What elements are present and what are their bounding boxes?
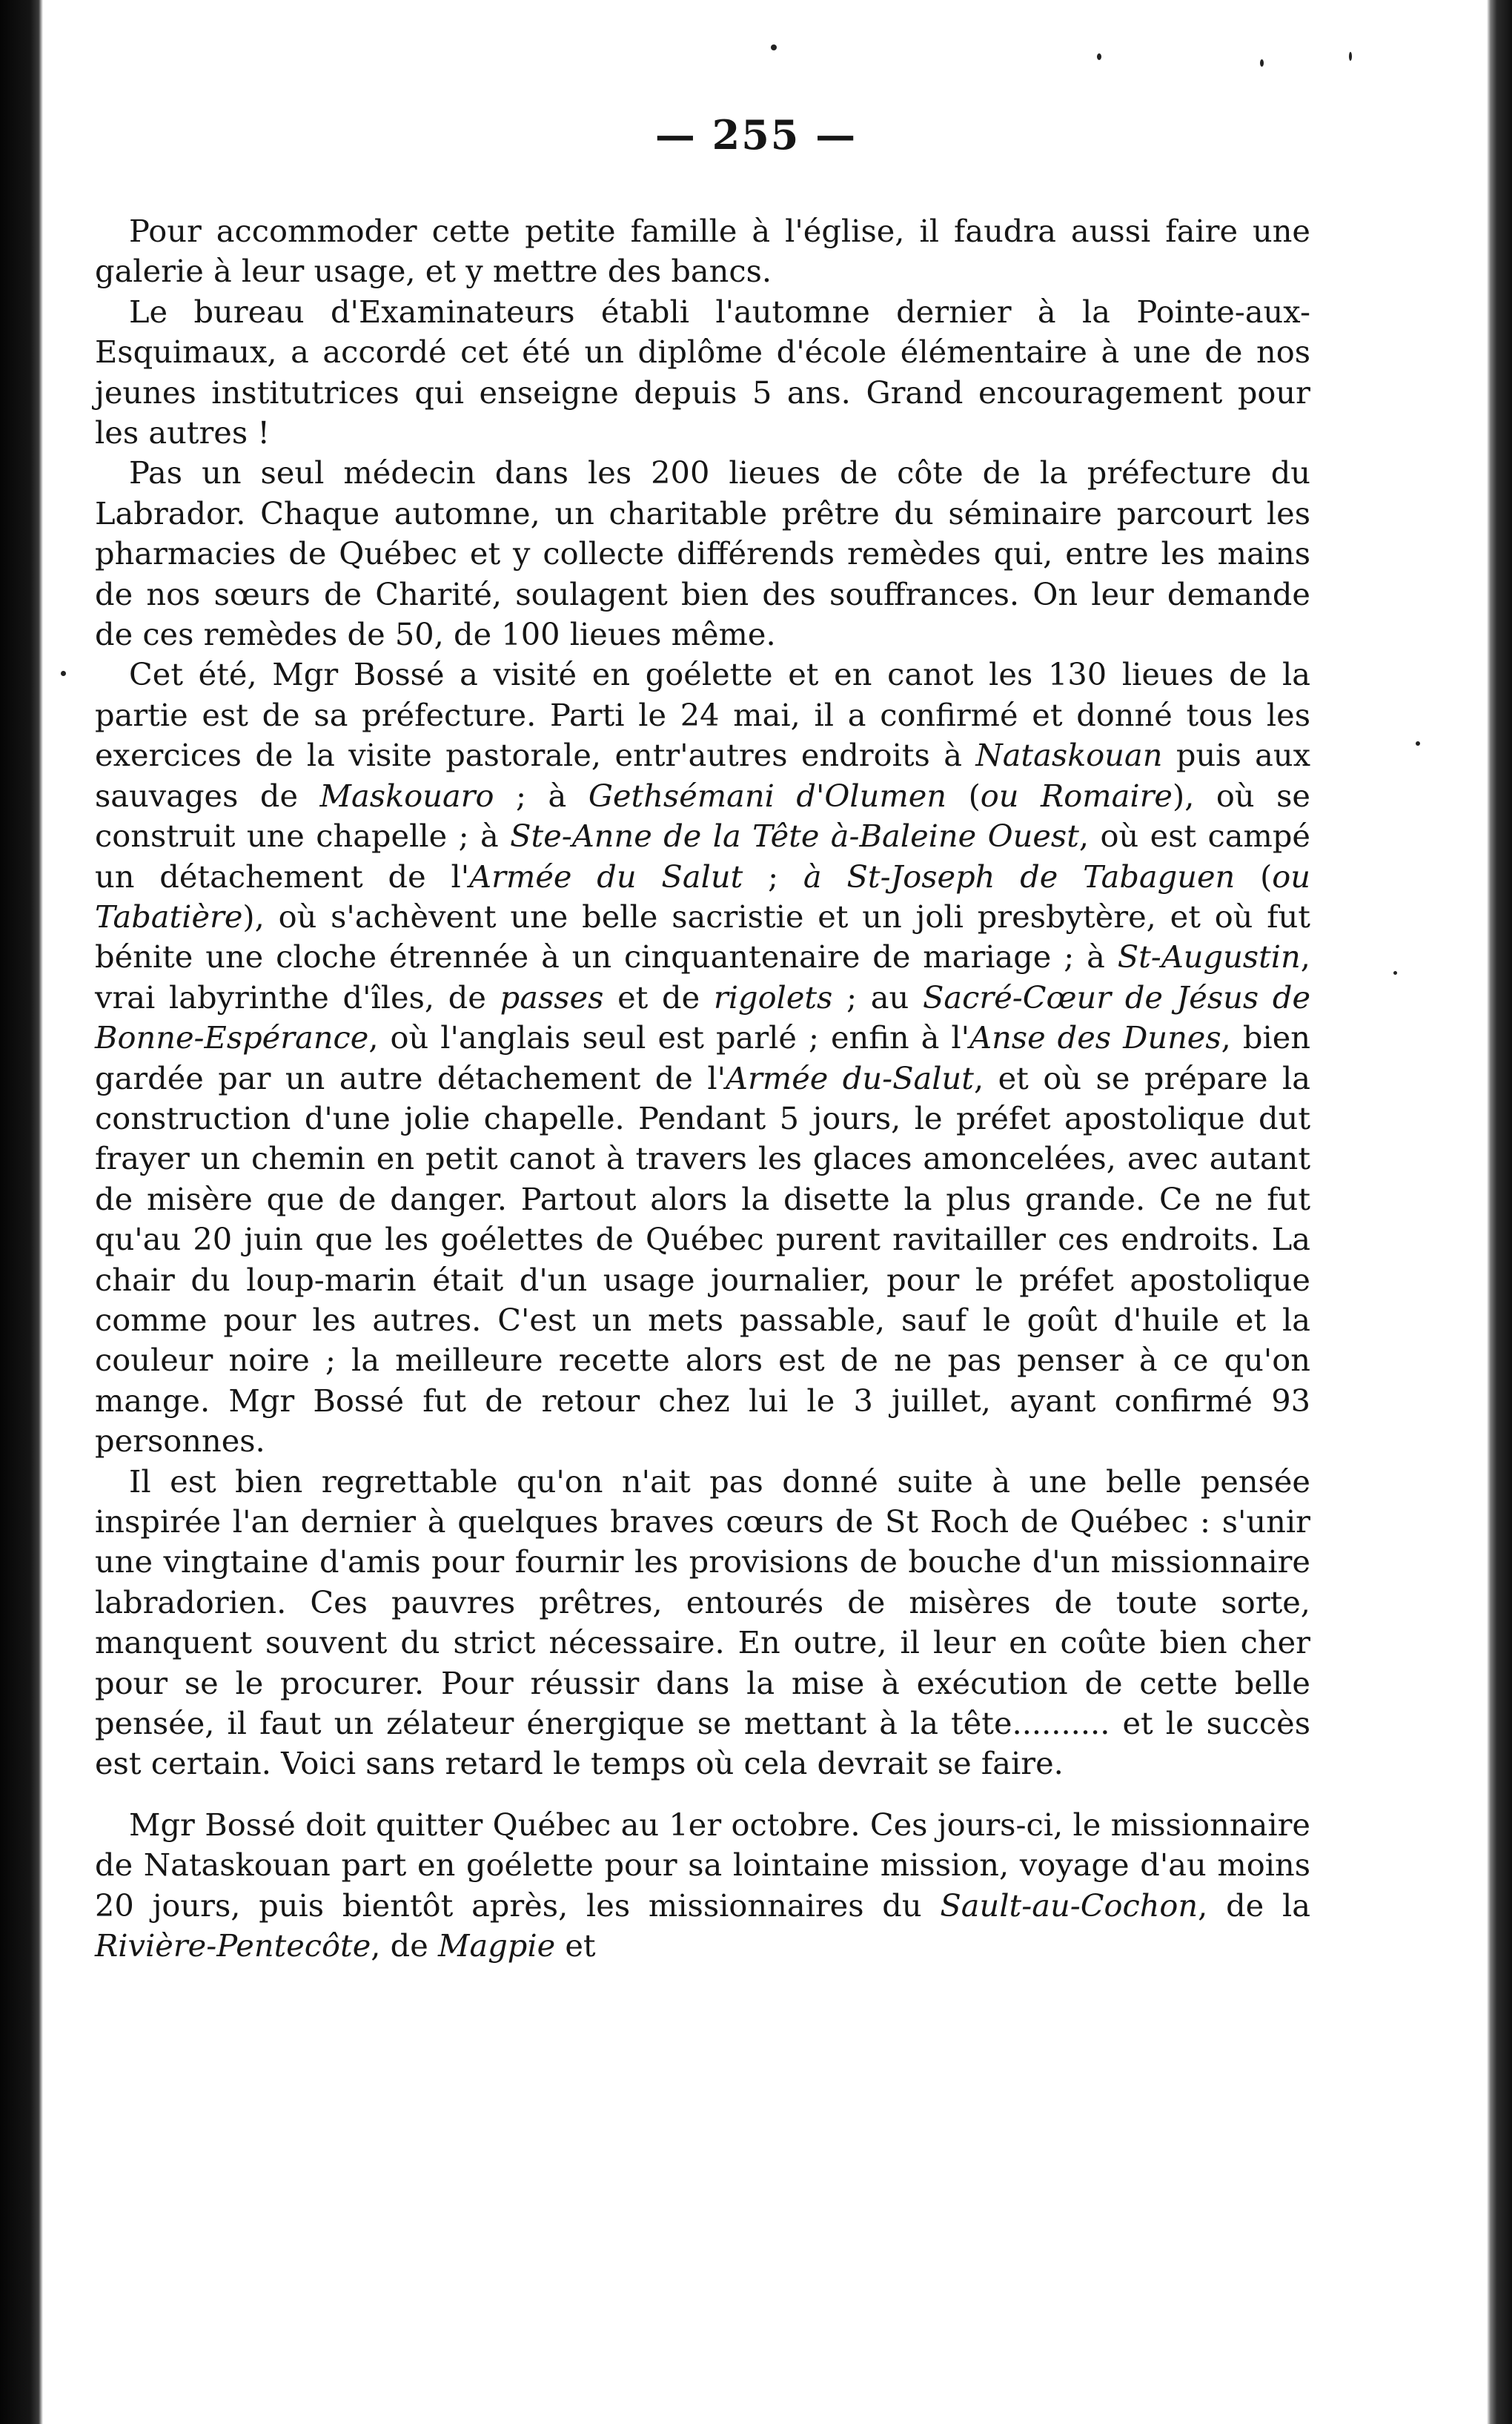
paragraph <box>95 211 1310 292</box>
paragraph <box>95 655 1310 1461</box>
text-run: , de la <box>1198 1887 1310 1924</box>
scan-speck <box>1260 59 1264 67</box>
text-run: Il est bien regrettable qu'on n'ait pas donné suite à une belle pensée inspirée l'an dernier à quelques braves cœurs de St Roch de Québec : s'unir une vingtaine d'amis pour fournir les provisions de bouche d'un missionnaire labradorien. Ces pauvres prêtres, entourés de misères de toute sorte, manquent souvent du strict nécessaire. En outre, il leur en coûte bien cher pour se le procurer. Pour réussir dans la mise à exécution de cette belle pensée, il faut un zélateur énergique se mettant à la tête.......... et le succès est certain. Voici sans retard le temps où cela devrait se faire. <box>95 1463 1310 1782</box>
italic-text-run: Ste-Anne de la Tête à-Baleine Ouest <box>510 818 1079 855</box>
italic-text-run: St-Augustin <box>1117 938 1301 976</box>
text-run: ; <box>743 858 803 895</box>
text-run: Le bureau d'Examinateurs établi l'automne dernier à la Pointe-aux-Esquimaux, a accordé cet été un diplôme d'école élémentaire à une de nos jeunes institutrices qui enseigne depuis 5 ans. Grand encouragement pour les autres ! <box>95 293 1310 451</box>
text-run: Pour accommoder cette petite famille à l'église, il faudra aussi faire une galerie à leur usage, et y mettre des bancs. <box>95 213 1310 290</box>
paragraph <box>95 292 1310 454</box>
scan-speck <box>1097 53 1101 60</box>
page-number: — 255 — <box>654 111 858 159</box>
scan-speck <box>1393 971 1397 975</box>
italic-text-run: Armée du-Salut <box>726 1059 974 1096</box>
paragraph <box>95 1462 1310 1784</box>
italic-text-run: ou Romaire <box>980 777 1173 814</box>
scan-speck <box>1349 52 1352 61</box>
italic-text-run: Maskouaro <box>319 777 494 814</box>
text-run: ), où se construit une chapelle ; à <box>95 777 1310 855</box>
text-run: , bien gardée par un autre détachement de l' <box>95 1019 1310 1096</box>
italic-text-run: Anse des Dunes <box>969 1019 1221 1056</box>
italic-text-run: Magpie <box>437 1927 556 1964</box>
text-run: puis aux sauvages de <box>95 737 1311 814</box>
text-run: et <box>555 1927 596 1964</box>
paragraph <box>95 1805 1310 1967</box>
scan-speck <box>1416 741 1420 746</box>
italic-text-run: ou Tabatière <box>95 858 1311 935</box>
scan-speck <box>61 671 66 676</box>
text-run: et de <box>603 978 714 1016</box>
text-run: , vrai labyrinthe d'îles, de <box>95 938 1310 1016</box>
italic-text-run: Nataskouan <box>975 737 1163 774</box>
book-edge-shadow-right <box>1487 0 1512 2424</box>
italic-text-run: Sault-au-Cochon <box>940 1887 1198 1924</box>
italic-text-run: Armée du Salut <box>469 858 743 895</box>
scan-speck <box>771 44 777 50</box>
text-run: , de <box>371 1927 438 1964</box>
italic-text-run: Rivière-Pentecôte <box>95 1927 371 1964</box>
text-run: , et où se prépare la construction d'une jolie chapelle. Pendant 5 jours, le préfet apostolique dut frayer un chemin en petit canot à travers les glaces amoncelées, avec autant de misère que de danger. Partout alors la disette la plus grande. Ce ne fut qu'au 20 juin que les goélettes de Québec purent ravitailler ces endroits. La chair du loup-marin était d'un usage journalier, pour le préfet apostolique comme pour les autres. C'est un mets passable, sauf le goût d'huile et la couleur noire ; la meilleure recette alors est de ne pas penser à ce qu'on mange. Mgr Bossé fut de retour chez lui le 3 juillet, ayant confirmé 93 personnes. <box>95 1059 1311 1460</box>
text-run: Mgr Bossé doit quitter Québec au 1er octobre. Ces jours-ci, le missionnaire de Nataskouan part en goélette pour sa lointaine mission, voyage d'au moins 20 jours, puis bientôt après, les missionnaires du <box>95 1806 1310 1924</box>
text-run: , où l'anglais seul est parlé ; enfin à l' <box>368 1019 970 1056</box>
text-run: ), où s'achèvent une belle sacristie et un joli presbytère, et où fut bénite une cloche étrennée à un cinquantenaire de mariage ; à <box>95 898 1310 976</box>
text-run: Cet été, Mgr Bossé a visité en goélette et en canot les 130 lieues de la partie est de sa préfecture. Parti le 24 mai, il a confirmé et donné tous les exercices de la visite pastorale, entr'autres endroits à <box>95 656 1310 774</box>
page-body <box>95 211 1310 1966</box>
text-run: ; à <box>494 777 588 814</box>
italic-text-run: Gethsémani d'Olumen <box>588 777 947 814</box>
italic-text-run: passes <box>500 978 604 1016</box>
text-run: Pas un seul médecin dans les 200 lieues de côte de la préfecture du Labrador. Chaque automne, un charitable prêtre du séminaire parcourt les pharmacies de Québec et y collecte différends remèdes qui, entre les mains de nos sœurs de Charité, soulagent bien des souffrances. On leur demande de ces remèdes de 50, de 100 lieues même. <box>95 454 1310 653</box>
paragraph <box>95 453 1310 655</box>
text-run: ; au <box>832 978 923 1016</box>
text-run: , où est campé un détachement de l' <box>95 818 1310 895</box>
italic-text-run: à St-Joseph de Tabaguen <box>803 858 1236 895</box>
italic-text-run: Sacré-Cœur de Jésus de Bonne-Espérance <box>95 978 1311 1056</box>
italic-text-run: rigolets <box>713 978 833 1016</box>
text-run: ( <box>946 777 981 814</box>
book-spine-shadow-left <box>0 0 43 2424</box>
text-run: ( <box>1235 858 1273 895</box>
